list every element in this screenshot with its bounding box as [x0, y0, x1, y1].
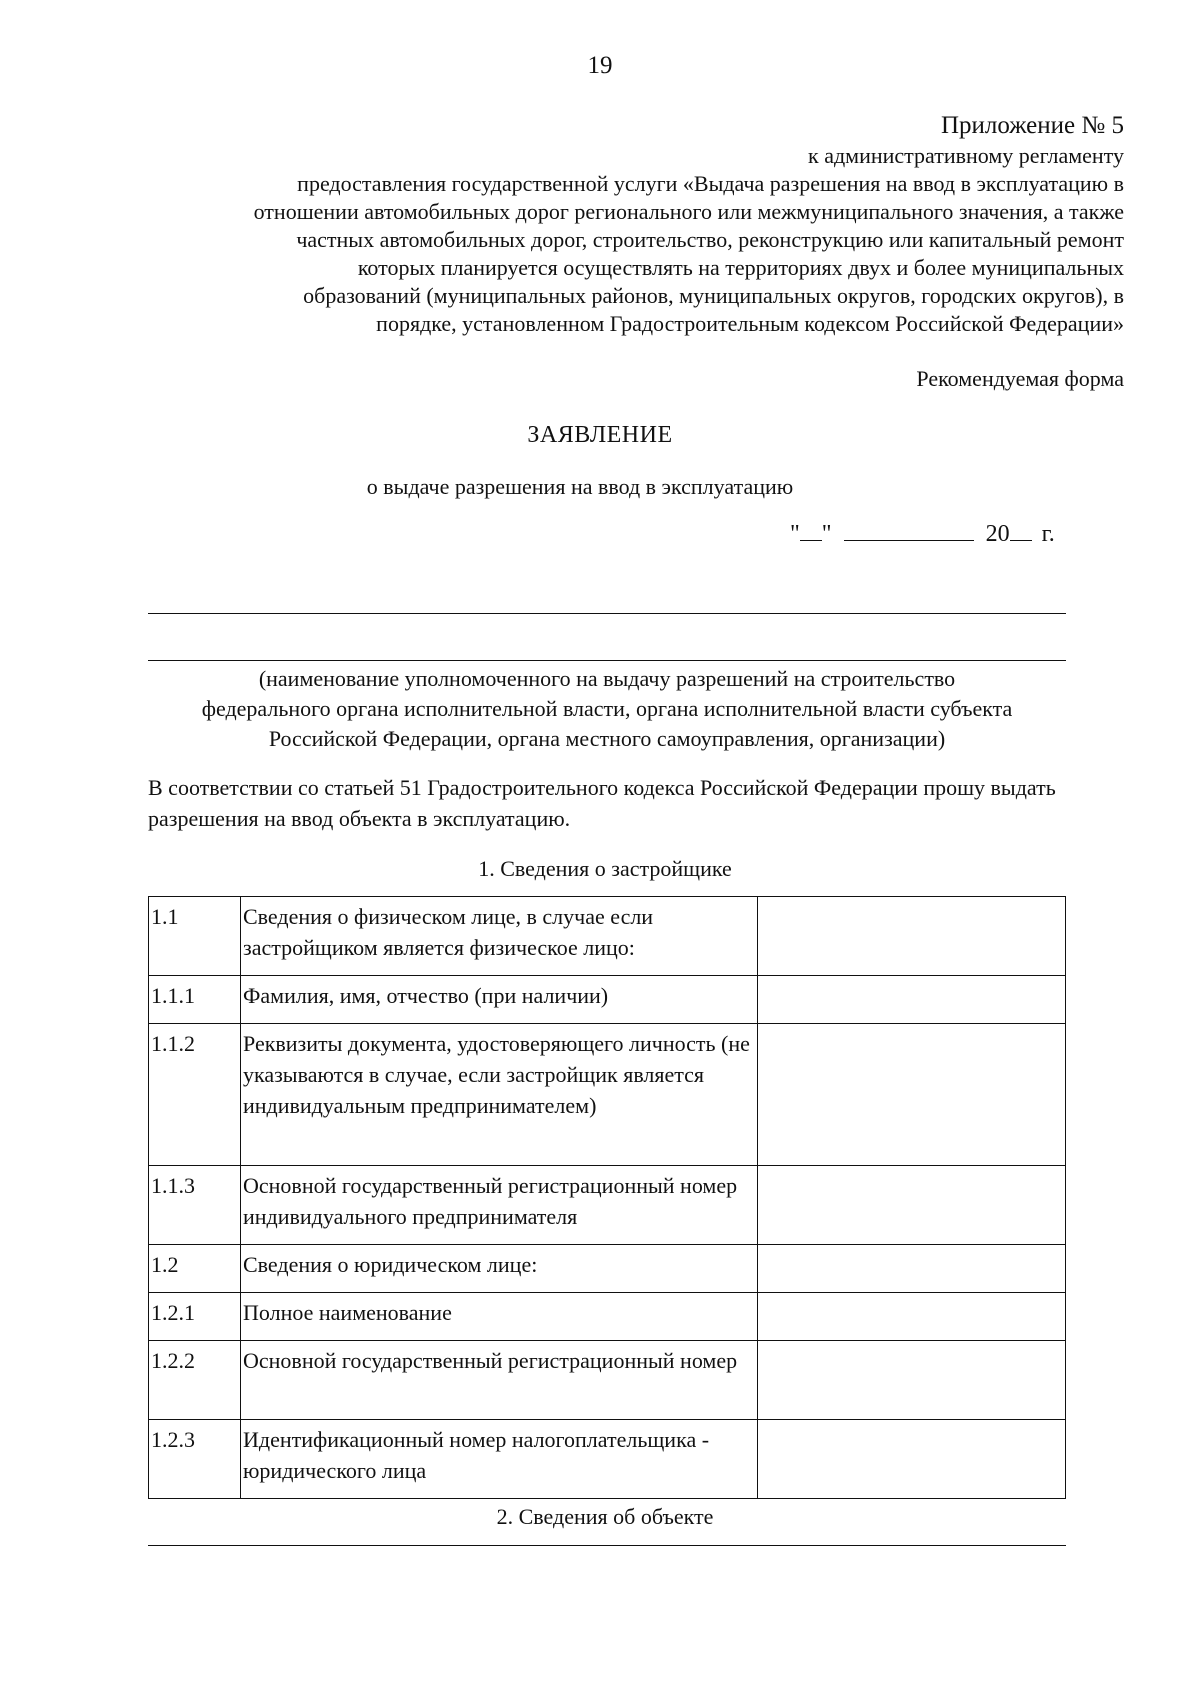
- applicant-info-table: [148, 896, 1066, 1499]
- row-number: 1.1.1: [149, 976, 241, 1024]
- row-value-field[interactable]: [758, 897, 1066, 976]
- table-row: [149, 1420, 1066, 1499]
- authority-caption: [148, 664, 1066, 754]
- section-2-title: 2. Сведения об объекте: [496, 1504, 714, 1529]
- year-blank[interactable]: [1010, 518, 1032, 541]
- row-number: 1.1: [149, 897, 241, 976]
- document-subtitle: о выдаче разрешения на ввод в эксплуатацию: [366, 474, 794, 499]
- row-label: Идентификационный номер налогоплательщика - юридического лица: [241, 1420, 758, 1499]
- appendix-line: образований (муниципальных районов, муниципальных округов, городских округов), в: [303, 283, 1124, 308]
- date-field[interactable]: [790, 518, 1055, 548]
- table-row: [149, 1166, 1066, 1245]
- row-value-field[interactable]: [758, 1420, 1066, 1499]
- year-suffix: г.: [1041, 521, 1055, 547]
- row-number: 1.1.3: [149, 1166, 241, 1245]
- page-number: 19: [587, 52, 613, 79]
- row-number: 1.2: [149, 1245, 241, 1293]
- row-label: Сведения о юридическом лице:: [241, 1245, 758, 1293]
- object-info-line[interactable]: [148, 1545, 1066, 1546]
- row-value-field[interactable]: [758, 1245, 1066, 1293]
- appendix-line: предоставления государственной услуги «Выдача разрешения на ввод в эксплуатацию в: [297, 171, 1124, 196]
- year-prefix: 20: [985, 521, 1010, 547]
- authority-name-line-1[interactable]: [148, 613, 1066, 614]
- caption-line: федерального органа исполнительной власти, органа исполнительной власти субъекта: [201, 696, 1013, 721]
- table-row: [149, 1024, 1066, 1166]
- caption-line: (наименование уполномоченного на выдачу разрешений на строительство: [258, 666, 956, 691]
- row-label: Реквизиты документа, удостоверяющего личность (не указываются в случае, если застройщик является индивидуальным предпринимателем): [241, 1024, 758, 1166]
- row-value-field[interactable]: [758, 976, 1066, 1024]
- row-label: Полное наименование: [241, 1293, 758, 1341]
- day-blank[interactable]: [800, 518, 822, 541]
- appendix-line: которых планируется осуществлять на территориях двух и более муниципальных: [357, 255, 1124, 280]
- row-value-field[interactable]: [758, 1024, 1066, 1166]
- appendix-line: к административному регламенту: [808, 143, 1124, 168]
- table-row: [149, 1245, 1066, 1293]
- table-row: [149, 976, 1066, 1024]
- row-value-field[interactable]: [758, 1341, 1066, 1420]
- appendix-title: Приложение № 5: [940, 112, 1124, 139]
- row-number: 1.2.1: [149, 1293, 241, 1341]
- month-blank[interactable]: [844, 518, 974, 541]
- appendix-line: порядке, установленном Градостроительным кодексом Российской Федерации»: [376, 311, 1124, 336]
- date-quote-open: ": [790, 521, 800, 547]
- authority-name-line-2[interactable]: [148, 660, 1066, 661]
- table-row: [149, 1293, 1066, 1341]
- document-title: ЗАЯВЛЕНИЕ: [527, 422, 673, 448]
- request-paragraph: В соответствии со статьей 51 Градостроительного кодекса Российской Федерации прошу выдать разрешения на ввод объекта в эксплуатацию.: [148, 775, 1056, 831]
- appendix-line: отношении автомобильных дорог регионального или межмуниципального значения, а также: [253, 199, 1124, 224]
- row-number: 1.2.3: [149, 1420, 241, 1499]
- appendix-line: частных автомобильных дорог, строительство, реконструкцию или капитальный ремонт: [296, 227, 1124, 252]
- row-number: 1.2.2: [149, 1341, 241, 1420]
- row-value-field[interactable]: [758, 1166, 1066, 1245]
- table-row: [149, 1341, 1066, 1420]
- row-label: Основной государственный регистрационный номер индивидуального предпринимателя: [241, 1166, 758, 1245]
- row-label: Основной государственный регистрационный номер: [241, 1341, 758, 1420]
- row-label: Сведения о физическом лице, в случае если застройщиком является физическое лицо:: [241, 897, 758, 976]
- date-quote-close: ": [821, 521, 832, 547]
- recommended-form-note: Рекомендуемая форма: [916, 366, 1124, 391]
- row-label: Фамилия, имя, отчество (при наличии): [241, 976, 758, 1024]
- row-value-field[interactable]: [758, 1293, 1066, 1341]
- section-1-title: 1. Сведения о застройщике: [478, 856, 732, 881]
- row-number: 1.1.2: [149, 1024, 241, 1166]
- caption-line: Российской Федерации, органа местного самоуправления, организации): [268, 726, 946, 751]
- table-row: [149, 897, 1066, 976]
- appendix-description: [124, 142, 1124, 338]
